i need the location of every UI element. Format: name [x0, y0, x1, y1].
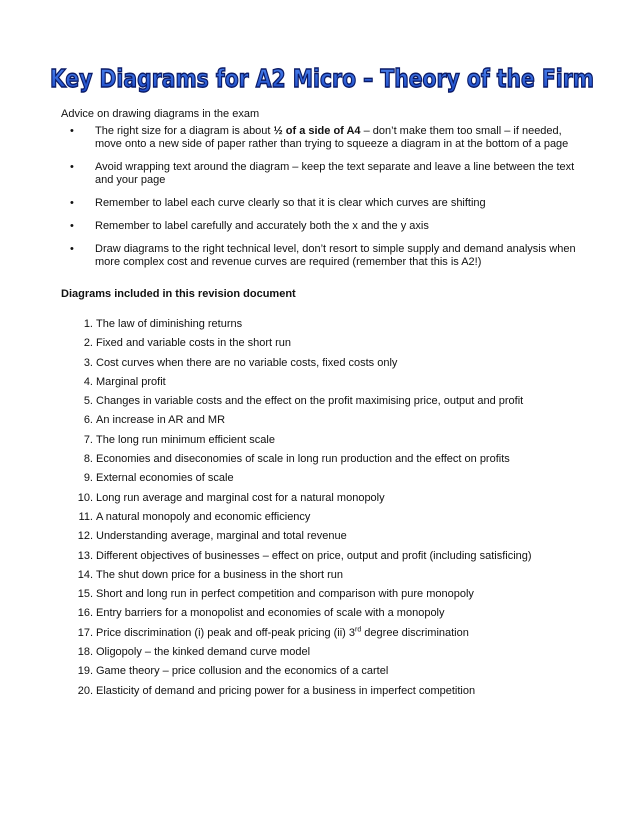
bullet-icon: • [70, 243, 74, 255]
list-number: 16. [77, 607, 93, 620]
advice-item [61, 197, 581, 210]
advice-text-post: – don’t make them too small – if needed, move onto a new side of paper rather than trying to squeeze a diagram in at the bottom of a page [95, 125, 569, 150]
list-item [61, 588, 601, 607]
list-item [61, 337, 601, 356]
advice-text: Remember to label each curve clearly so that it is clear which curves are shifting [95, 197, 486, 209]
bullet-icon: • [70, 161, 74, 173]
bullet-icon: • [70, 125, 74, 137]
list-number: 20. [77, 684, 93, 697]
diagram-list [61, 318, 601, 704]
list-item [61, 685, 601, 704]
list-item-text: Oligopoly – the kinked demand curve model [96, 646, 311, 659]
list-item-text: The long run minimum efficient scale [96, 433, 275, 446]
list-item [61, 646, 601, 665]
section-heading: Diagrams included in this revision document [61, 288, 296, 300]
list-item-text: Price discrimination (i) peak and off-peak pricing (ii) 3 [96, 626, 356, 639]
list-number: 2. [83, 337, 93, 350]
title-wordart [0, 50, 638, 108]
list-item-text: Entry barriers for a monopolist and economies of scale with a monopoly [96, 607, 445, 620]
list-item-text: Short and long run in perfect competition and comparison with pure monopoly [96, 588, 474, 601]
bullet-icon: • [70, 197, 74, 209]
list-item [61, 530, 601, 549]
list-number: 10. [77, 491, 93, 504]
list-item-text: The law of diminishing returns [96, 318, 243, 330]
list-number: 12. [77, 530, 93, 543]
list-item-text: The shut down price for a business in the short run [96, 568, 344, 581]
bullet-icon: • [70, 220, 74, 232]
list-item-text-after: degree discrimination [361, 626, 469, 639]
advice-item [61, 220, 581, 233]
advice-text-pre: The right size for a diagram is about [95, 125, 274, 137]
list-number: 4. [83, 375, 93, 388]
advice-list [61, 125, 581, 279]
list-number: 17. [77, 626, 93, 639]
list-item-text: Cost curves when there are no variable costs, fixed costs only [96, 356, 398, 369]
list-number: 18. [77, 646, 93, 659]
list-number: 19. [77, 665, 93, 678]
superscript: rd [355, 626, 362, 634]
advice-text: Remember to label carefully and accurately both the x and the y axis [95, 220, 429, 232]
advice-heading: Advice on drawing diagrams in the exam [61, 108, 260, 120]
document-title [0, 50, 638, 108]
list-number: 9. [83, 472, 93, 485]
advice-item [61, 243, 581, 269]
list-number: 11. [78, 510, 93, 523]
list-item [61, 511, 601, 530]
list-item [61, 627, 601, 646]
advice-item [61, 125, 581, 151]
list-number: 14. [77, 568, 93, 581]
advice-item [61, 161, 581, 187]
advice-text: Avoid wrapping text around the diagram – keep the text separate and leave a line between the text and your page [95, 161, 575, 186]
list-number: 6. [83, 414, 93, 427]
list-item-text: A natural monopoly and economic efficiency [96, 510, 311, 523]
list-item [61, 414, 601, 433]
list-number: 8. [83, 453, 93, 466]
list-item [61, 665, 601, 684]
list-number: 13. [77, 549, 93, 562]
list-item [61, 472, 601, 491]
list-item-text: Fixed and variable costs in the short run [96, 337, 292, 350]
list-item-text: External economies of scale [96, 472, 234, 485]
list-item [61, 318, 601, 337]
list-item-text: An increase in AR and MR [96, 414, 226, 427]
list-item-text: Elasticity of demand and pricing power for a business in imperfect competition [96, 684, 476, 697]
list-item [61, 395, 601, 414]
list-number: 1. [83, 318, 93, 330]
list-number: 7. [83, 433, 93, 446]
list-item [61, 569, 601, 588]
list-number: 15. [77, 588, 93, 601]
list-item-text: Changes in variable costs and the effect on the profit maximising price, output and profit [96, 395, 524, 408]
list-number: 5. [83, 395, 93, 408]
list-number: 3. [83, 356, 93, 369]
list-item-text: Game theory – price collusion and the economics of a cartel [96, 665, 389, 678]
list-item-text: Economies and diseconomies of scale in long run production and the effect on profits [96, 453, 510, 466]
list-item [61, 434, 601, 453]
title-text: Key Diagrams for A2 Micro – Theory of the Firm [50, 64, 594, 93]
list-item-text: Understanding average, marginal and total revenue [96, 530, 347, 543]
list-item [61, 453, 601, 472]
list-item [61, 357, 601, 376]
list-item [61, 550, 601, 569]
list-item [61, 492, 601, 511]
list-item-text: Long run average and marginal cost for a natural monopoly [96, 491, 385, 504]
advice-text: Draw diagrams to the right technical level, don’t resort to simple supply and demand analysis when more complex cost and revenue curves are required (remember that this is A2!) [95, 243, 576, 268]
list-item [61, 607, 601, 626]
list-item-text: Different objectives of businesses – effect on price, output and profit (including satisficing) [96, 549, 532, 562]
list-item [61, 376, 601, 395]
list-item-text: Marginal profit [96, 375, 166, 388]
advice-text-bold: ½ of a side of A4 [273, 125, 361, 137]
